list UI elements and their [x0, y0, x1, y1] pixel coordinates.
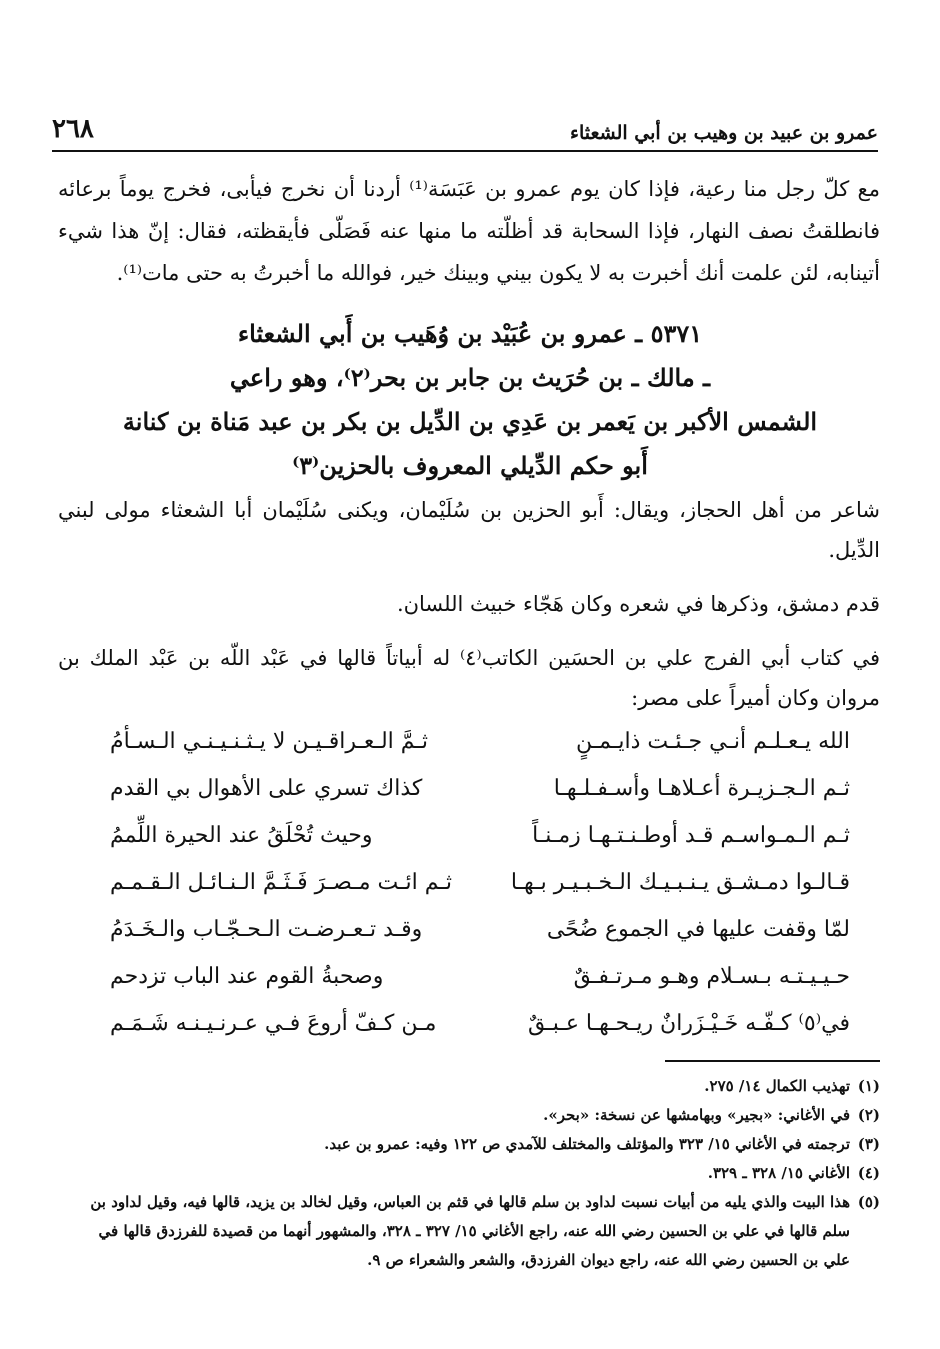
verse-second-hemistich: وقـد تـعـرضـت الـحـجّـاب والـخَـدَمُ: [110, 917, 423, 942]
footnote-number: (٥): [857, 1193, 880, 1211]
verse-second-hemistich: ثـمَّ الـعـراقـيـن لا يـثـنـيـنـي الـسـأمُ: [110, 729, 428, 754]
poem-verse: [110, 812, 850, 859]
page-number: ٢٦٨: [52, 114, 94, 144]
footnote-text: ترجمته في الأغاني ١٥/ ٣٢٣ والمؤتلف والمختلف للآمدي ص ١٢٢ وفيه: عمرو بن عبد.: [324, 1135, 850, 1153]
entry-heading: [90, 312, 850, 488]
verse-second-hemistich: مـن كـفّ أروعَ فـي عـرنـيـنـه شَـمَـم: [110, 1011, 437, 1036]
footnote-number: (١): [857, 1077, 880, 1095]
verse-first-hemistich: قـالـوا دمـشـق يـنـبـيـك الـخـبـيـر بـهـا: [510, 870, 850, 895]
poem-verse: [110, 718, 850, 765]
verse-first-hemistich: ثـم الـمـواسـم قـد أوطـنـتـهـا زمـنـاً: [532, 823, 850, 848]
bio-paragraph: في كتاب أبي الفرج علي بن الحسَين الكاتب⁽٤⁾ له أبياتاً قالها في عَبْد اللّه بن عَبْد الملك بن مروان وكان أميراً على مصر:: [58, 646, 880, 710]
verse-first-hemistich: في⁽٥⁾ كـفّـه خَـيْـزَرانٌ ريـحـهـا عـبـقٌ: [527, 1011, 850, 1036]
entry-heading-line-3: الشمس الأكبر بن يَعمر بن عَدِي بن الدِّيل بن بكر بن عبد مَناة بن كنانة: [122, 407, 818, 436]
footnote: [68, 1101, 880, 1130]
poem: [110, 718, 850, 1047]
verse-first-hemistich: ثـم الـجـزيـرة أعـلاهـا وأسـفـلـهـا: [553, 776, 850, 801]
page-header: [52, 98, 878, 152]
footnote-text: هذا البيت والذي يليه من أبيات نسبت لداود بن سلم قالها في قثم بن العباس، وقيل لخالد بن يزيد، قالها فيه، وقيل لداود بن سلم قالها في علي بن الحسين رضي الله عنه، راجع الأغاني ١٥/ ٣٢٧ ـ ٣٢٨، والمشهور أنهما من قصيدة للفرزدق قالها في علي بن الحسين رضي الله عنه، راجع ديوان الفرزدق، والشعر والشعراء ص ٩.: [90, 1193, 850, 1269]
footnote: [68, 1159, 880, 1188]
footnote-number: (٤): [857, 1164, 880, 1182]
poem-verse: [110, 906, 850, 953]
bio-paragraph: قدم دمشق، وذكرها في شعره وكان هَجّاء خبيث اللسان.: [396, 592, 880, 616]
footnote-number: (٣): [857, 1135, 880, 1153]
footnote-text: الأغاني ١٥/ ٣٢٨ ـ ٣٢٩.: [707, 1164, 850, 1182]
verse-first-hemistich: لمّا وقفت عليها في الجموع ضُحًى: [546, 917, 850, 942]
verse-second-hemistich: وحيث تُحْلَقُ عند الحيرة اللِّممُ: [110, 823, 373, 848]
entry-heading-line-2: ـ مالك ـ بن حُرَيث بن جابر بن بحر⁽٢⁾، وهو راعي: [229, 363, 711, 392]
running-title: عمرو بن عبيد بن وهيب بن أبي الشعثاء: [570, 122, 878, 144]
poem-verse: [110, 953, 850, 1000]
entry-heading-line-1: ٥٣٧١ ـ عمرو بن عُبَيْد بن وُهَيب بن أَبي الشعثاء: [237, 319, 703, 348]
verse-second-hemistich: وصحبةُ القوم عند الباب تزدحم: [110, 964, 384, 989]
footnotes: [68, 1072, 880, 1275]
footnote: [68, 1130, 880, 1159]
verse-first-hemistich: حـيـيـتـه بـسـلام وهـو مـرتـفـقٌ: [573, 964, 850, 989]
intro-paragraph: مع كلّ رجل منا رعية، فإذا كان يوم عمرو بن عَبَسَة⁽¹⁾ أردنا أن نخرج فيأبى، فخرج يوماً برعائه فانطلقتُ نصف النهار، فإذا السحابة قد أظلّته ما منها عنه فَصَلّى فأيقظته، فقال: إنّ هذا شيء أتينابه، لئن علمت أنك أخبرت به لا يكون بيني وبينك خير، فوالله ما أخبرتُ به حتى مات⁽¹⁾.: [58, 177, 880, 285]
poem-verse: [110, 765, 850, 812]
poem-verse: [110, 1000, 850, 1047]
footnote-text: تهذيب الكمال ١٤/ ٢٧٥.: [704, 1077, 850, 1095]
footnote-divider: [665, 1060, 880, 1062]
verse-second-hemistich: كذاك تسري على الأهوال بي القدم: [110, 776, 423, 801]
verse-second-hemistich: ثـم ائـت مـصـرَ فَـثَـمَّ الـنـائـل الـقـمـم: [110, 870, 452, 895]
footnote-text: في الأغاني: «بجير» وبهامشها عن نسخة: «بحر».: [543, 1106, 850, 1124]
bio-paragraph: شاعر من أهل الحجاز، ويقال: أَبو الحزين بن سُلَيْمان، ويكنى سُلَيْمان أبا الشعثاء مولى لبني الدِّيل.: [58, 498, 880, 562]
poem-verse: [110, 859, 850, 906]
footnote-number: (٢): [857, 1106, 880, 1124]
biography: [58, 490, 880, 732]
entry-heading-line-4: أَبو حكم الدِّيلي المعروف بالحزين⁽٣⁾: [292, 451, 648, 480]
footnote: [68, 1188, 880, 1275]
footnote: [68, 1072, 880, 1101]
verse-first-hemistich: الله يـعـلـم أنـي جـئـت ذايـمـنٍ: [575, 729, 850, 754]
